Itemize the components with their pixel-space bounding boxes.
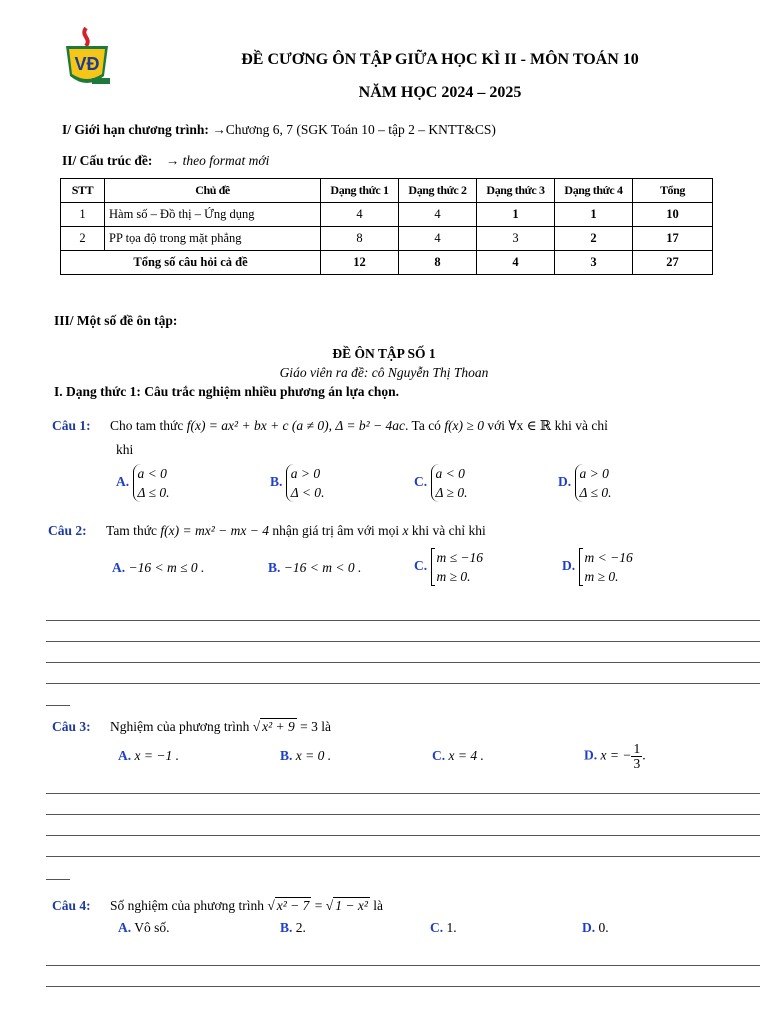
system-line: a > 0 bbox=[290, 466, 321, 481]
fraction: $\frac{1}{3}$ bbox=[633, 741, 641, 771]
option-key: B. bbox=[268, 560, 281, 575]
q4-options bbox=[118, 920, 718, 940]
option-key: C. bbox=[414, 474, 428, 490]
question-2 bbox=[48, 523, 758, 539]
q1-text: Cho tam thức bbox=[110, 418, 184, 433]
option-system: a < 0 Δ ≥ 0. bbox=[431, 464, 468, 502]
option-system: m ≤ −16 m ≥ 0. bbox=[436, 550, 484, 584]
school-year: NĂM HỌC 2024 – 2025 bbox=[358, 84, 522, 101]
q4-radicand: x² − 7 bbox=[276, 898, 310, 913]
structure-table bbox=[60, 178, 713, 275]
table-total-label: Tổng số câu hỏi cả đề bbox=[61, 251, 321, 275]
q3-radicand: x² + 9 bbox=[262, 719, 295, 734]
question-4 bbox=[52, 898, 752, 914]
table-cell: PP tọa độ trong mặt phẳng bbox=[105, 227, 321, 251]
section-exams-label: III/ Một số đề ôn tập: bbox=[54, 313, 178, 328]
option-value: Vô số. bbox=[134, 920, 170, 935]
exam-teacher: Giáo viên ra đề: cô Nguyễn Thị Thoan bbox=[279, 365, 489, 380]
system-line: m < −16 bbox=[584, 550, 633, 565]
option-value: x = 4 . bbox=[448, 748, 484, 763]
option-system: m < −16 m ≥ 0. bbox=[584, 550, 633, 584]
option-key: C. bbox=[430, 920, 444, 935]
option-key: A. bbox=[118, 748, 132, 763]
q1-text: . Ta có bbox=[405, 418, 441, 433]
table-cell: 4 bbox=[399, 227, 477, 251]
answer-line bbox=[46, 662, 760, 663]
option-value: 1. bbox=[446, 920, 457, 935]
table-cell: 3 bbox=[555, 251, 633, 275]
system-line: a < 0 bbox=[435, 466, 465, 481]
option-key: A. bbox=[116, 474, 130, 490]
table-header: Tổng bbox=[633, 179, 713, 203]
q2-variable: x bbox=[402, 523, 409, 538]
answer-line bbox=[46, 683, 760, 684]
document-title: ĐỀ CƯƠNG ÔN TẬP GIỮA HỌC KÌ II - MÔN TOÁN 10 bbox=[241, 51, 639, 68]
option-c[interactable] bbox=[414, 464, 467, 502]
option-key: A. bbox=[112, 560, 126, 575]
section-scope bbox=[62, 122, 496, 138]
q4-radicand: 1 − x² bbox=[335, 898, 368, 913]
option-b[interactable] bbox=[280, 748, 331, 764]
table-header: STT bbox=[61, 179, 105, 203]
q2-text: khi và chỉ khi bbox=[411, 523, 486, 538]
option-a[interactable] bbox=[116, 464, 169, 502]
option-c[interactable] bbox=[432, 748, 484, 764]
table-cell: 4 bbox=[321, 203, 399, 227]
option-d[interactable] bbox=[558, 464, 611, 502]
system-line: m ≥ 0 bbox=[436, 569, 468, 584]
system-line: Δ ≥ 0 bbox=[435, 485, 465, 500]
option-value: x = 0 . bbox=[295, 748, 332, 763]
option-key: D. bbox=[558, 474, 572, 490]
table-header-row bbox=[61, 179, 713, 203]
table-row bbox=[61, 227, 713, 251]
school-logo-icon bbox=[62, 26, 112, 92]
table-cell: 10 bbox=[633, 203, 713, 227]
q3-text: là bbox=[321, 719, 332, 734]
q4-equals: = bbox=[314, 898, 323, 913]
option-value: x = − bbox=[600, 747, 632, 763]
bracket-icon bbox=[431, 548, 435, 586]
option-key: D. bbox=[562, 558, 576, 574]
option-c[interactable] bbox=[414, 548, 483, 586]
q1-text: với ∀x ∈ ℝ khi và chỉ bbox=[487, 418, 608, 433]
option-d[interactable] bbox=[562, 548, 633, 586]
answer-line bbox=[46, 835, 760, 836]
option-key: C. bbox=[432, 748, 446, 763]
q2-expression: f(x) = mx² − mx − 4 bbox=[160, 523, 269, 538]
question-1 bbox=[52, 418, 752, 434]
question-label: Câu 2: bbox=[48, 523, 87, 538]
exam-title: ĐỀ ÔN TẬP SỐ 1 bbox=[332, 346, 436, 361]
option-value: 2. bbox=[295, 920, 306, 935]
table-header: Dạng thức 2 bbox=[399, 179, 477, 203]
table-header: Chủ đề bbox=[105, 179, 321, 203]
table-cell: 12 bbox=[321, 251, 399, 275]
table-cell: 27 bbox=[633, 251, 713, 275]
option-key: A. bbox=[118, 920, 132, 935]
option-d[interactable] bbox=[582, 920, 609, 936]
table-header: Dạng thức 1 bbox=[321, 179, 399, 203]
option-system: a > 0 Δ ≤ 0. bbox=[575, 464, 612, 502]
sqrt-icon: √ bbox=[325, 898, 334, 913]
system-line: Δ ≤ 0 bbox=[137, 485, 167, 500]
section-scope-label: I/ Giới hạn chương trình: bbox=[62, 122, 209, 137]
table-cell: 2 bbox=[61, 227, 105, 251]
answer-line bbox=[46, 620, 760, 621]
option-key: B. bbox=[280, 920, 293, 935]
section-scope-text: →Chương 6, 7 (SGK Toán 10 – tập 2 – KNTT&CS) bbox=[212, 122, 496, 137]
table-total-row bbox=[61, 251, 713, 275]
q3-text: Nghiệm của phương trình bbox=[110, 719, 250, 734]
option-b[interactable] bbox=[280, 920, 306, 936]
option-b[interactable] bbox=[268, 560, 361, 576]
question-label: Câu 1: bbox=[52, 418, 91, 433]
option-key: D. bbox=[582, 920, 596, 935]
option-key: B. bbox=[270, 474, 283, 490]
q2-options bbox=[112, 548, 712, 590]
section-structure-label: II/ Cấu trúc đề: bbox=[62, 153, 153, 168]
answer-line bbox=[46, 879, 70, 880]
option-d[interactable]: D. x = − $\frac{1}{3}$ . bbox=[584, 741, 646, 771]
table-cell: 1 bbox=[555, 203, 633, 227]
option-system: a > 0 Δ < 0. bbox=[286, 464, 325, 502]
system-line: a < 0 bbox=[137, 466, 167, 481]
q2-text: Tam thức bbox=[106, 523, 157, 538]
table-cell: 2 bbox=[555, 227, 633, 251]
option-value: −16 < m ≤ 0 . bbox=[128, 560, 205, 575]
q2-text: nhận giá trị âm với mọi bbox=[272, 523, 400, 538]
answer-line bbox=[46, 986, 760, 987]
answer-line bbox=[46, 856, 760, 857]
part1-heading: I. Dạng thức 1: Câu trắc nghiệm nhiều phương án lựa chọn. bbox=[54, 384, 399, 399]
answer-line bbox=[46, 965, 760, 966]
sqrt-icon: √ bbox=[252, 719, 261, 734]
system-line: m ≤ −16 bbox=[436, 550, 484, 565]
table-row bbox=[61, 203, 713, 227]
answer-line bbox=[46, 793, 760, 794]
question-label: Câu 4: bbox=[52, 898, 91, 913]
option-value: x = −1 . bbox=[134, 748, 179, 763]
section-structure-text: → theo format mới bbox=[165, 153, 270, 168]
system-line: Δ ≤ 0 bbox=[579, 485, 609, 500]
option-system: a < 0 Δ ≤ 0. bbox=[133, 464, 170, 502]
option-a[interactable] bbox=[112, 560, 204, 576]
table-cell: 8 bbox=[399, 251, 477, 275]
option-a[interactable] bbox=[118, 920, 170, 936]
answer-line bbox=[46, 705, 70, 706]
system-line: Δ < 0 bbox=[290, 485, 322, 500]
q3-rhs: = 3 bbox=[300, 719, 318, 734]
system-line: a > 0 bbox=[579, 466, 609, 481]
q1-inequality: f(x) ≥ 0 bbox=[444, 418, 484, 433]
q4-text: Số nghiệm của phương trình bbox=[110, 898, 264, 913]
table-cell: 3 bbox=[477, 227, 555, 251]
q1-expression: f(x) = ax² + bx + c (a ≠ 0), Δ = b² − 4ac bbox=[186, 418, 406, 433]
system-line: m ≥ 0 bbox=[584, 569, 616, 584]
question-label: Câu 3: bbox=[52, 719, 91, 734]
option-value: 0. bbox=[598, 920, 609, 935]
section-structure bbox=[62, 153, 269, 169]
q1-text: khi bbox=[116, 442, 134, 457]
option-b[interactable] bbox=[270, 464, 324, 502]
table-header: Dạng thức 3 bbox=[477, 179, 555, 203]
answer-line bbox=[46, 814, 760, 815]
option-a[interactable] bbox=[118, 748, 179, 764]
q3-options bbox=[118, 742, 718, 776]
option-c[interactable] bbox=[430, 920, 457, 936]
table-cell: 8 bbox=[321, 227, 399, 251]
question-3 bbox=[52, 719, 752, 735]
table-cell: Hàm số – Đồ thị – Ứng dụng bbox=[105, 203, 321, 227]
option-value: −16 < m < 0 . bbox=[283, 560, 362, 575]
bracket-icon bbox=[579, 548, 583, 586]
table-header: Dạng thức 4 bbox=[555, 179, 633, 203]
table-cell: 1 bbox=[61, 203, 105, 227]
answer-line bbox=[46, 641, 760, 642]
option-key: C. bbox=[414, 558, 428, 574]
table-cell: 4 bbox=[399, 203, 477, 227]
table-cell: 17 bbox=[633, 227, 713, 251]
q1-options bbox=[116, 464, 716, 504]
sqrt-icon: √ bbox=[267, 898, 275, 913]
logo-text: VĐ bbox=[74, 54, 100, 74]
option-key: D. bbox=[584, 747, 598, 763]
table-cell: 1 bbox=[477, 203, 555, 227]
q4-text: là bbox=[373, 898, 383, 913]
table-cell: 4 bbox=[477, 251, 555, 275]
option-key: B. bbox=[280, 748, 293, 763]
